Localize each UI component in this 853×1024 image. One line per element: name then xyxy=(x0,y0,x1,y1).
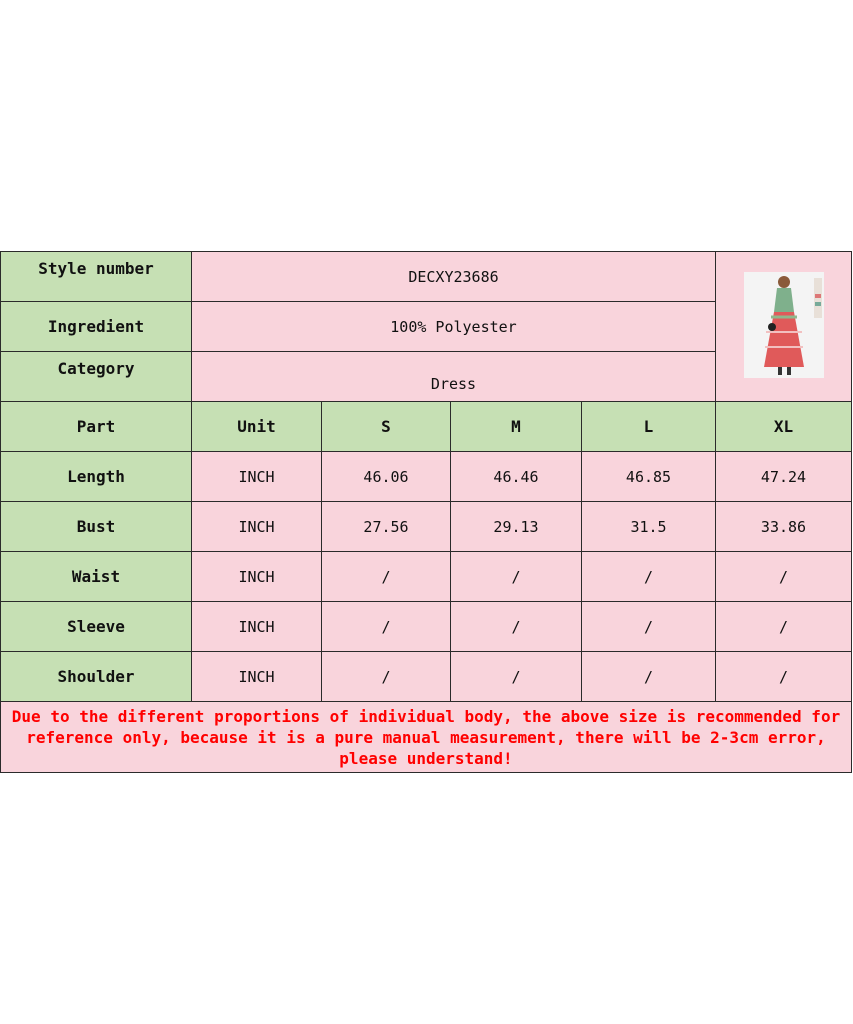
measurement-note: Due to the different proportions of individual body, the above size is recommended for reference only, because it is a pure manual measurement, there will be 2-3cm error, please understand! xyxy=(1,702,852,773)
part-label: Shoulder xyxy=(1,652,192,702)
ingredient-value: 100% Polyester xyxy=(192,302,716,352)
size-m-cell: 29.13 xyxy=(451,502,582,552)
size-l-cell: / xyxy=(582,602,716,652)
unit-cell: INCH xyxy=(192,652,322,702)
header-xl: XL xyxy=(716,402,852,452)
size-s-cell: / xyxy=(322,652,451,702)
dress-photo-icon xyxy=(744,272,824,378)
size-m-cell: / xyxy=(451,602,582,652)
unit-cell: INCH xyxy=(192,502,322,552)
header-m: M xyxy=(451,402,582,452)
table-row xyxy=(1,552,852,602)
table-row xyxy=(1,652,852,702)
unit-cell: INCH xyxy=(192,552,322,602)
size-xl-cell: 47.24 xyxy=(716,452,852,502)
size-m-cell: / xyxy=(451,552,582,602)
style-number-label: Style number xyxy=(1,252,192,302)
note-row xyxy=(1,702,852,773)
part-label: Waist xyxy=(1,552,192,602)
table-row xyxy=(1,602,852,652)
header-part: Part xyxy=(1,402,192,452)
size-s-cell: 27.56 xyxy=(322,502,451,552)
size-m-cell: / xyxy=(451,652,582,702)
product-image-cell xyxy=(716,252,852,402)
style-number-value: DECXY23686 xyxy=(192,252,716,302)
size-s-cell: / xyxy=(322,602,451,652)
size-s-cell: / xyxy=(322,552,451,602)
size-l-cell: / xyxy=(582,552,716,602)
size-l-cell: 46.85 xyxy=(582,452,716,502)
size-l-cell: / xyxy=(582,652,716,702)
category-value: Dress xyxy=(192,352,716,402)
style-number-row xyxy=(1,252,852,302)
ingredient-label: Ingredient xyxy=(1,302,192,352)
size-chart-table xyxy=(0,251,852,773)
size-s-cell: 46.06 xyxy=(322,452,451,502)
unit-cell: INCH xyxy=(192,452,322,502)
header-unit: Unit xyxy=(192,402,322,452)
category-label: Category xyxy=(1,352,192,402)
table-row xyxy=(1,452,852,502)
part-label: Bust xyxy=(1,502,192,552)
size-m-cell: 46.46 xyxy=(451,452,582,502)
unit-cell: INCH xyxy=(192,602,322,652)
size-xl-cell: / xyxy=(716,602,852,652)
table-row xyxy=(1,502,852,552)
header-l: L xyxy=(582,402,716,452)
size-xl-cell: / xyxy=(716,552,852,602)
part-label: Sleeve xyxy=(1,602,192,652)
size-l-cell: 31.5 xyxy=(582,502,716,552)
size-xl-cell: 33.86 xyxy=(716,502,852,552)
size-xl-cell: / xyxy=(716,652,852,702)
header-row xyxy=(1,402,852,452)
part-label: Length xyxy=(1,452,192,502)
header-s: S xyxy=(322,402,451,452)
